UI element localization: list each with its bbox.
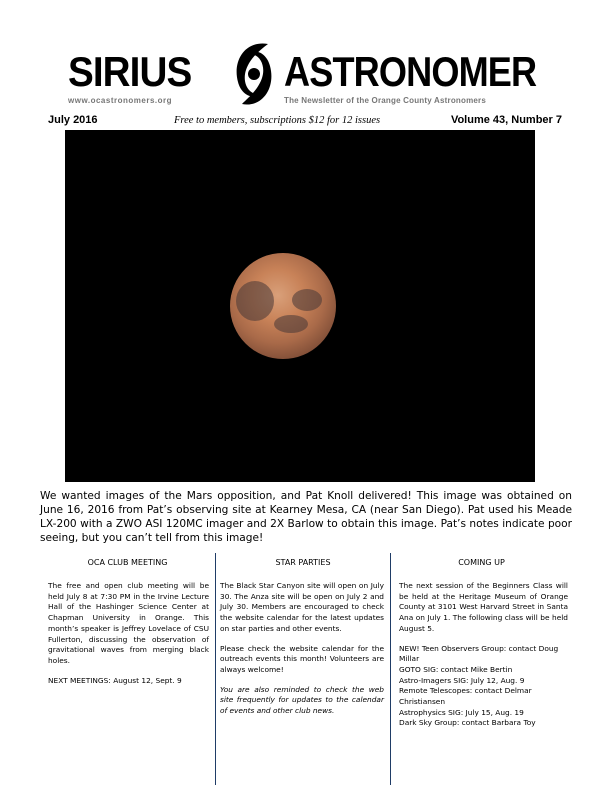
column-coming-up	[390, 553, 572, 785]
column-heading: COMING UP	[458, 558, 505, 567]
column-heading: OCA CLUB MEETING	[87, 558, 168, 567]
masthead-title-right: ASTRONOMER	[284, 48, 537, 95]
issue-volume: Volume 43, Number 7	[450, 114, 562, 126]
masthead-title-left: SIRIUS	[68, 48, 192, 95]
issue-info-row	[40, 113, 572, 129]
issue-date: July 2016	[48, 114, 98, 126]
mars-photo	[65, 130, 535, 482]
website-reminder: You are also reminded to check the web site frequently for updates to the calendar of events and other club news.	[220, 684, 384, 716]
masthead-tagline: The Newsletter of the Orange County Astronomers	[284, 96, 487, 105]
meeting-body: The free and open club meeting will be held July 8 at 7:30 PM in the Irvine Lecture Hall of the Hashinger Science Center at Chapman University in Orange. This month’s speaker is Jeffrey Lovelace of CSU Fullerton, discussing the observation of gravitational waves from merging black holes.	[48, 581, 209, 665]
site-url[interactable]: www.ocastronomers.org	[68, 96, 172, 105]
list-item: Dark Sky Group: contact Barbara Toy	[399, 718, 536, 728]
next-meetings: NEXT MEETINGS: August 12, Sept. 9	[48, 675, 182, 685]
list-item: Astrophysics SIG: July 15, Aug. 19	[399, 707, 524, 717]
masthead	[0, 0, 612, 112]
bottom-columns	[40, 553, 572, 785]
column-heading: STAR PARTIES	[275, 558, 331, 567]
list-item: NEW! Teen Observers Group: contact Doug Millar	[399, 643, 559, 664]
list-item: Astro-Imagers SIG: July 12, Aug. 9	[399, 675, 525, 685]
column-club-meeting	[40, 553, 215, 785]
outreach-note: Please check the website calendar for the outreach events this month! Volunteers are always welcome!	[220, 643, 384, 674]
list-item: GOTO SIG: contact Mike Bertin	[399, 664, 513, 674]
swirl-logo-icon	[228, 38, 280, 110]
beginners-class: The next session of the Beginners Class will be held at the Heritage Museum of Orange County at 3101 West Harvard Street in Santa Ana on July 1. The following class will be held August 5.	[399, 581, 568, 633]
mars-planet	[230, 253, 336, 359]
subscription-note: Free to members, subscriptions $12 for 12 issues	[174, 115, 381, 126]
list-item: Remote Telescopes: contact Delmar Christiansen	[399, 686, 532, 707]
column-star-parties	[215, 553, 390, 785]
star-parties-body: The Black Star Canyon site will open on July 30. The Anza site will be open on July 2 and July 30. Members are encouraged to check the website calendar for the latest updates on star parties and other events.	[220, 581, 384, 633]
photo-caption: We wanted images of the Mars opposition, and Pat Knoll delivered! This image was obtained on June 16, 2016 from Pat’s observing site at Kearney Mesa, CA (near San Diego). Pat used his Meade LX-200 with a ZWO ASI 120MC imager and 2X Barlow to obtain this image. Pat’s notes indicate poor seeing, but you can’t tell from this image!	[40, 490, 572, 544]
